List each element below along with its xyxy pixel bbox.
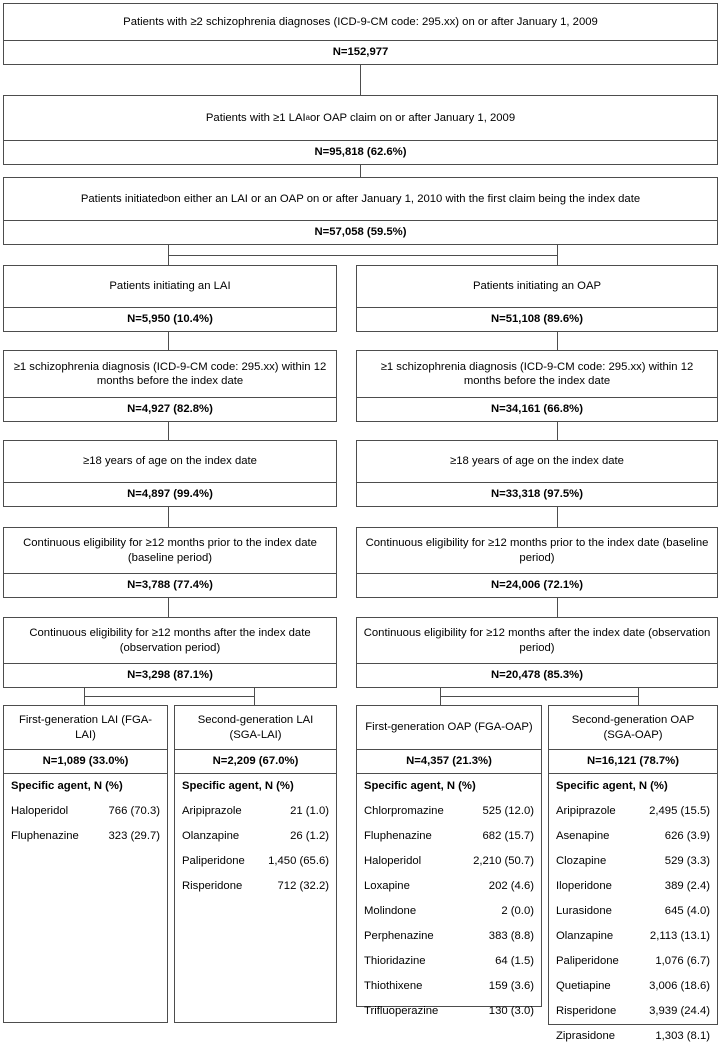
- flow-box-title-pre: Patients initiated: [80, 192, 164, 205]
- flow-box-count: N=4,897 (99.4%): [4, 482, 336, 506]
- agent-name: Fluphenazine: [11, 829, 79, 842]
- agent-row: [182, 848, 329, 873]
- connector-line: [557, 598, 558, 617]
- agent-value: 2,210 (50.7): [473, 854, 534, 867]
- agent-value: 766 (70.3): [108, 804, 160, 817]
- agent-value: 3,006 (18.6): [649, 979, 710, 992]
- flow-box-title-pre: Patients with ≥1 LAI: [205, 111, 306, 124]
- agent-value: 202 (4.6): [488, 879, 534, 892]
- connector-line: [168, 245, 169, 265]
- flow-box-count: N=5,950 (10.4%): [4, 307, 336, 331]
- agent-name: Risperidone: [182, 879, 243, 892]
- agent-row: [364, 948, 534, 973]
- agent-list: [4, 798, 167, 1022]
- agent-row: [11, 823, 160, 848]
- agent-name: Clozapine: [556, 854, 607, 867]
- flow-box-title: Patients initiating an LAI: [109, 280, 231, 293]
- agent-name: Trifluoperazine: [364, 1004, 439, 1017]
- flow-box-oap-diagnosis: [356, 350, 718, 422]
- flow-box-lai-or-oap-claim: [3, 95, 718, 165]
- cohort-title: Second-generation OAP (SGA-OAP): [571, 714, 695, 741]
- connector-line: [440, 688, 441, 706]
- connector-line: [557, 507, 558, 527]
- agent-name: Aripiprazole: [556, 804, 616, 817]
- flow-box-lai-observation-eligibility: [3, 617, 337, 688]
- agent-row: [364, 848, 534, 873]
- agent-value: 323 (29.7): [108, 829, 160, 842]
- agent-value: 159 (3.6): [488, 979, 534, 992]
- flow-box-oap-initiators: [356, 265, 718, 332]
- agent-value: 389 (2.4): [664, 879, 710, 892]
- agent-name: Lurasidone: [556, 904, 612, 917]
- agent-value: 1,303 (8.1): [655, 1029, 710, 1042]
- cohort-title: Second-generation LAI (SGA-LAI): [197, 714, 314, 741]
- flow-box-title: Continuous eligibility for ≥12 months after the index date (observation period): [29, 627, 311, 654]
- agent-value: 21 (1.0): [290, 804, 329, 817]
- agent-name: Haloperidol: [364, 854, 422, 867]
- connector-line: [84, 688, 85, 706]
- connector-line: [360, 65, 361, 95]
- agent-name: Olanzapine: [556, 929, 614, 942]
- agent-value: 2 (0.0): [501, 904, 534, 917]
- agent-name: Asenapine: [556, 829, 610, 842]
- agent-name: Aripiprazole: [182, 804, 242, 817]
- flow-box-count: N=57,058 (59.5%): [4, 220, 717, 244]
- flow-box-title: Continuous eligibility for ≥12 months prior to the index date (baseline period): [365, 537, 709, 564]
- flow-box-title: Patients with ≥2 schizophrenia diagnoses (ICD-9-CM code: 295.xx) on or after January 1, 2009: [123, 15, 598, 28]
- agent-name: Molindone: [364, 904, 417, 917]
- agent-row: [556, 898, 710, 923]
- agent-name: Loxapine: [364, 879, 410, 892]
- flow-box-title-post: on either an LAI or an OAP on or after January 1, 2010 with the first claim being the index date: [168, 192, 641, 205]
- agent-row: [11, 798, 160, 823]
- flow-box-title: Patients initiated b on either an LAI or an OAP on or after January 1, 2010 with the first claim being the index date: [80, 192, 641, 205]
- agent-value: 1,076 (6.7): [655, 954, 710, 967]
- cohort-agent-header: Specific agent, N (%): [549, 773, 717, 798]
- flow-box-oap-baseline-eligibility: [356, 527, 718, 598]
- connector-line: [638, 688, 639, 706]
- agent-name: Quetiapine: [556, 979, 611, 992]
- agent-value: 529 (3.3): [664, 854, 710, 867]
- agent-row: [556, 848, 710, 873]
- flow-box-count: N=20,478 (85.3%): [357, 663, 717, 687]
- connector-line: [168, 332, 169, 350]
- cohort-count: N=16,121 (78.7%): [549, 749, 717, 773]
- agent-row: [182, 873, 329, 898]
- agent-name: Iloperidone: [556, 879, 612, 892]
- agent-row: [182, 798, 329, 823]
- agent-row: [556, 948, 710, 973]
- flow-box-title: Continuous eligibility for ≥12 months after the index date (observation period): [363, 627, 711, 654]
- flow-box-count: N=3,298 (87.1%): [4, 663, 336, 687]
- flow-box-count: N=3,788 (77.4%): [4, 573, 336, 597]
- agent-name: Chlorpromazine: [364, 804, 444, 817]
- connector-split: [168, 255, 558, 256]
- agent-row: [556, 823, 710, 848]
- agent-value: 2,113 (13.1): [649, 929, 710, 942]
- connector-line: [360, 165, 361, 177]
- agent-row: [556, 873, 710, 898]
- agent-row: [556, 973, 710, 998]
- cohort-count: N=2,209 (67.0%): [175, 749, 336, 773]
- agent-value: 1,450 (65.6): [268, 854, 329, 867]
- agent-row: [182, 823, 329, 848]
- agent-name: Ziprasidone: [556, 1029, 616, 1042]
- flow-box-count: N=152,977: [4, 40, 717, 64]
- agent-row: [364, 898, 534, 923]
- agent-value: 130 (3.0): [488, 1004, 534, 1017]
- agent-value: 712 (32.2): [277, 879, 329, 892]
- connector-line: [168, 422, 169, 440]
- flow-box-title-post: or OAP claim on or after January 1, 2009: [309, 111, 516, 124]
- cohort-agent-header: Specific agent, N (%): [357, 773, 541, 798]
- agent-name: Olanzapine: [182, 829, 240, 842]
- agent-row: [556, 923, 710, 948]
- cohort-title: First-generation LAI (FGA-LAI): [18, 714, 153, 741]
- agent-row: [364, 973, 534, 998]
- cohort-box-sga-lai: [174, 705, 337, 1023]
- connector-split: [440, 696, 639, 697]
- cohort-count: N=1,089 (33.0%): [4, 749, 167, 773]
- connector-line: [254, 688, 255, 706]
- connector-line: [557, 422, 558, 440]
- flow-box-count: N=51,108 (89.6%): [357, 307, 717, 331]
- flow-box-lai-age: [3, 440, 337, 507]
- agent-row: [556, 1023, 710, 1048]
- cohort-agent-header: Specific agent, N (%): [4, 773, 167, 798]
- flow-box-count: N=33,318 (97.5%): [357, 482, 717, 506]
- agent-row: [364, 798, 534, 823]
- connector-line: [557, 245, 558, 265]
- flow-box-count: N=34,161 (66.8%): [357, 397, 717, 421]
- agent-value: 26 (1.2): [290, 829, 329, 842]
- agent-name: Risperidone: [556, 1004, 617, 1017]
- agent-name: Fluphenazine: [364, 829, 432, 842]
- flow-box-title: Patients initiating an OAP: [472, 280, 602, 293]
- agent-name: Thioridazine: [364, 954, 426, 967]
- flow-box-title: ≥1 schizophrenia diagnosis (ICD-9-CM code: 295.xx) within 12 months before the index date: [13, 360, 327, 387]
- agent-row: [556, 998, 710, 1023]
- agent-value: 64 (1.5): [495, 954, 534, 967]
- connector-line: [557, 332, 558, 350]
- agent-row: [364, 873, 534, 898]
- connector-line: [168, 507, 169, 527]
- agent-list: [549, 798, 717, 1050]
- agent-value: 2,495 (15.5): [649, 804, 710, 817]
- agent-name: Haloperidol: [11, 804, 69, 817]
- connector-line: [168, 598, 169, 617]
- agent-value: 626 (3.9): [664, 829, 710, 842]
- agent-name: Thiothixene: [364, 979, 423, 992]
- cohort-agent-header: Specific agent, N (%): [175, 773, 336, 798]
- cohort-box-sga-oap: [548, 705, 718, 1042]
- connector-split: [84, 696, 255, 697]
- cohort-box-fga-lai: [3, 705, 168, 1023]
- flow-box-initiated: [3, 177, 718, 245]
- flow-box-count: N=24,006 (72.1%): [357, 573, 717, 597]
- agent-row: [364, 998, 534, 1023]
- agent-list: [175, 798, 336, 1022]
- agent-value: 682 (15.7): [482, 829, 534, 842]
- agent-list: [357, 798, 541, 1025]
- agent-value: 645 (4.0): [664, 904, 710, 917]
- agent-row: [364, 923, 534, 948]
- flow-box-title: ≥1 schizophrenia diagnosis (ICD-9-CM code: 295.xx) within 12 months before the index date: [380, 360, 694, 387]
- agent-name: Perphenazine: [364, 929, 434, 942]
- agent-row: [364, 823, 534, 848]
- flow-box-oap-age: [356, 440, 718, 507]
- cohort-title: First-generation OAP (FGA-OAP): [365, 721, 533, 734]
- flow-box-title: Continuous eligibility for ≥12 months prior to the index date (baseline period): [23, 537, 317, 564]
- flow-box-oap-observation-eligibility: [356, 617, 718, 688]
- flow-box-lai-baseline-eligibility: [3, 527, 337, 598]
- flow-box-count: N=4,927 (82.8%): [4, 397, 336, 421]
- flow-box-title: ≥18 years of age on the index date: [83, 455, 257, 468]
- agent-row: [556, 798, 710, 823]
- agent-name: Paliperidone: [182, 854, 245, 867]
- flow-box-lai-initiators: [3, 265, 337, 332]
- agent-value: 525 (12.0): [482, 804, 534, 817]
- agent-value: 3,939 (24.4): [649, 1004, 710, 1017]
- flow-box-title: ≥18 years of age on the index date: [450, 455, 624, 468]
- cohort-box-fga-oap: [356, 705, 542, 1017]
- flow-box-total-cohort: [3, 3, 718, 65]
- flow-box-title: Patients with ≥1 LAI a or OAP claim on or after January 1, 2009: [205, 111, 516, 124]
- flow-box-count: N=95,818 (62.6%): [4, 140, 717, 164]
- agent-value: 383 (8.8): [488, 929, 534, 942]
- cohort-count: N=4,357 (21.3%): [357, 749, 541, 773]
- agent-name: Paliperidone: [556, 954, 619, 967]
- flow-box-lai-diagnosis: [3, 350, 337, 422]
